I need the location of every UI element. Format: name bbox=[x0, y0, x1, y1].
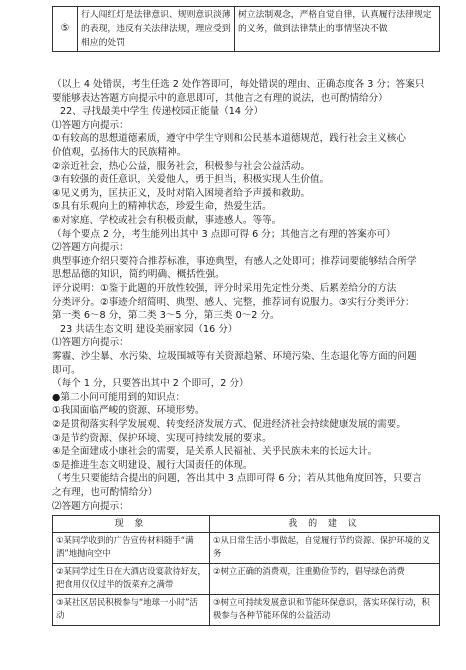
table-row bbox=[53, 595, 440, 626]
text-line: （每个要点 2 分，考生能列出其中 3 点即可得 6 分；其他言之有理的答案亦可） bbox=[52, 228, 396, 240]
text-line: ⑵答题方向提示： bbox=[52, 242, 129, 254]
text-line: ⑵答题方向提示： bbox=[52, 500, 129, 512]
table-cell: ②树立正确的消费观，注重勤俭节约，倡导绿色消费 bbox=[210, 564, 440, 595]
text-line: ③是节约资源、保护环境、实现可持续发展的要求。 bbox=[52, 432, 272, 444]
table-cell-attitude: 树立法制观念，严格自觉自律，认真履行法律规定的义务，做到法律禁止的事情坚决不做 bbox=[235, 7, 440, 52]
table-header-row bbox=[53, 516, 440, 533]
text-line: ④见义勇为，匡扶正义，及时对陷入困境者给予声援和救助。 bbox=[52, 187, 311, 199]
text-line: （每个 1 分，只要答出其中 2 个即可，2 分） bbox=[52, 378, 249, 390]
table-cell: ③树立可持续发展意识和节能环保意识，落实环保行动，积极参与各种节能环保的公益活动 bbox=[210, 595, 440, 626]
text-line: （以上 4 处错误，考生任选 2 处作答即可，每处错误的理由、正确态度各 3 分；答案只 bbox=[52, 79, 425, 90]
table-cell: ①从日常生活小事做起，自觉履行节约资源、保护环境的义务 bbox=[210, 533, 440, 564]
text-line: 雾霾、沙尘暴、水污染、垃圾围城等有关资源趋紧、环境污染、生态退化等方面的问题 bbox=[52, 351, 417, 362]
text-line: ⑤是推进生态文明建设、履行大国责任的体现。 bbox=[52, 459, 253, 471]
column-header: 现 象 bbox=[53, 516, 210, 533]
row-number: ⑤ bbox=[53, 7, 78, 52]
table-row bbox=[53, 533, 440, 564]
text-line: 即可。 bbox=[52, 364, 81, 376]
text-line: ①我国面临严峻的资源、环境形势。 bbox=[52, 405, 205, 417]
text-line: ⑤具有乐观向上的精神状态，珍爱生命，热爱生活。 bbox=[52, 201, 272, 213]
text-line: 典型事迹介绍只要符合推荐标准，事迹典型，有感人之处即可；推荐词要能够结合所学 bbox=[52, 255, 417, 267]
table-cell: ②某同学过生日在大酒店设宴款待好友，把食用仅仅过半的饭菜弃之满带 bbox=[53, 564, 210, 595]
text-line: （考生只要能结合提出的问题，答出其中 3 点即可得 6 分；若从其他角度回答，只要言 bbox=[52, 473, 422, 485]
text-line: ⑴答题方向提示： bbox=[52, 119, 129, 131]
text-line: ③有较强的责任意识，关爱他人，勇于担当，积极实现人生价值。 bbox=[52, 174, 330, 186]
table-row bbox=[53, 564, 440, 595]
text-line: 要能够表达答题方向提示中的意思即可，其他言之有理的说法，也可酌情给分） bbox=[52, 92, 388, 104]
text-line: ①有较高的思想道德素质，遵守中学生守则和公民基本道德规范，践行社会主义核心 bbox=[52, 133, 406, 145]
table-cell: ③某社区居民积极参与“地球一小时”活动 bbox=[53, 595, 210, 626]
text-line: ⑴答题方向提示： bbox=[52, 337, 129, 349]
text-line: ②亲近社会，热心公益，服务社会，积极参与社会公益活动。 bbox=[52, 160, 311, 172]
text-line: 价值观，弘扬伟大的民族精神。 bbox=[52, 147, 187, 158]
answer-table-top bbox=[52, 6, 440, 52]
text-line: 评分说明：①鉴于此题的开放性较强，评分时采用先定性分类、后累差给分的方法 bbox=[52, 283, 397, 294]
question-heading: 22、寻找最美中学生 传递校园正能量（14 分） bbox=[60, 106, 264, 118]
text-line: ②是贯彻落实科学发展观、转变经济发展方式、促进经济社会持续健康发展的需要。 bbox=[52, 419, 406, 430]
column-header: 我 的 建 议 bbox=[210, 516, 440, 533]
text-line: ④是全面建成小康社会的需要，是关系人民福祉、关乎民族未来的长远大计。 bbox=[52, 446, 378, 458]
table-cell-phenomenon: 行人闯红灯是法律意识、规则意识淡薄的表现，违反有关法律法规，理应受到相应的处罚 bbox=[78, 7, 235, 52]
text-line: ⑥对家庭、学校或社会有积极贡献，事迹感人。等等。 bbox=[52, 215, 282, 226]
text-line: 思想品德的知识，简约明确、概括性强。 bbox=[52, 269, 225, 281]
text-line: 分类评分。②事迹介绍简明、典型、感人、完整，推荐词有说服力。③实行分类评分： bbox=[52, 296, 415, 308]
table-row bbox=[53, 7, 440, 52]
text-line: ●第二小问可能用到的知识点： bbox=[52, 391, 186, 403]
answer-table-bottom bbox=[52, 515, 440, 626]
question-heading: 23 共话生态文明 建设美丽家园（16 分） bbox=[60, 323, 238, 335]
text-line: 第一类 6～8 分，第二类 3～5 分，第三类 0～2 分。 bbox=[52, 310, 280, 322]
table-cell: ①某同学收到的广告宣传材料随手“满洒”地抛向空中 bbox=[53, 533, 210, 564]
text-line: 之有理，也可酌情给分） bbox=[52, 487, 158, 498]
